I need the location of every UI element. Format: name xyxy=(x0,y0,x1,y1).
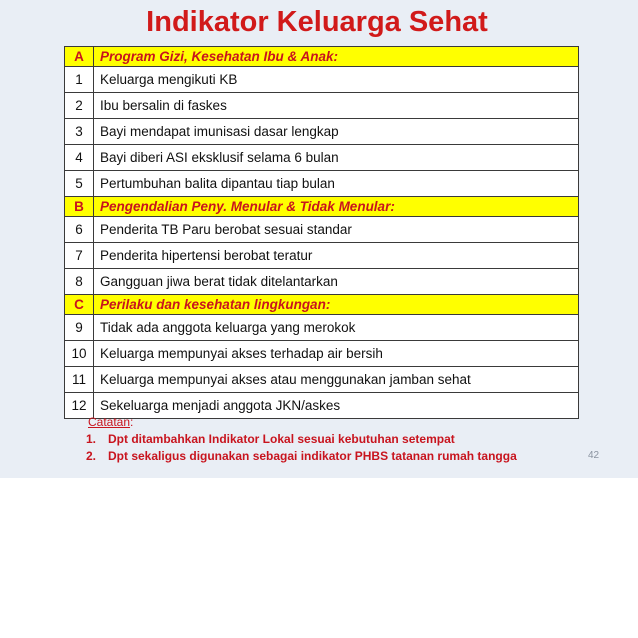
slide-title: Indikator Keluarga Sehat xyxy=(146,6,488,38)
indicator-text: Tidak ada anggota keluarga yang merokok xyxy=(94,315,579,341)
indicator-number: 3 xyxy=(65,119,94,145)
notes-heading: Catatan xyxy=(88,415,131,429)
indicator-text: Keluarga mempunyai akses terhadap air bersih xyxy=(94,341,579,367)
note-item xyxy=(88,448,517,465)
notes-heading-colon: : xyxy=(130,415,134,429)
indicator-row xyxy=(65,93,579,119)
indicator-row xyxy=(65,315,579,341)
indicator-number: 9 xyxy=(65,315,94,341)
section-letter: B xyxy=(65,197,94,217)
indicator-row xyxy=(65,145,579,171)
indicator-row xyxy=(65,367,579,393)
indicator-text: Penderita TB Paru berobat sesuai standar xyxy=(94,217,579,243)
indicator-number: 6 xyxy=(65,217,94,243)
section-title: Program Gizi, Kesehatan Ibu & Anak: xyxy=(94,47,579,67)
indicator-text: Bayi diberi ASI eksklusif selama 6 bulan xyxy=(94,145,579,171)
notes-heading-line xyxy=(88,414,517,431)
indicator-row xyxy=(65,171,579,197)
indicator-text: Penderita hipertensi berobat teratur xyxy=(94,243,579,269)
section-row xyxy=(65,47,579,67)
indicator-row xyxy=(65,269,579,295)
indicator-number: 8 xyxy=(65,269,94,295)
indicator-text: Keluarga mempunyai akses atau menggunakan jamban sehat xyxy=(94,367,579,393)
indicator-row xyxy=(65,217,579,243)
note-text: Dpt ditambahkan Indikator Lokal sesuai kebutuhan setempat xyxy=(108,432,455,446)
section-title: Pengendalian Peny. Menular & Tidak Menular: xyxy=(94,197,579,217)
note-item xyxy=(88,431,517,448)
section-row xyxy=(65,295,579,315)
indicator-text: Keluarga mengikuti KB xyxy=(94,67,579,93)
indicator-number: 11 xyxy=(65,367,94,393)
indicator-number: 7 xyxy=(65,243,94,269)
section-row xyxy=(65,197,579,217)
section-letter: A xyxy=(65,47,94,67)
indicator-row xyxy=(65,67,579,93)
indicator-table xyxy=(64,46,579,419)
note-text: Dpt sekaligus digunakan sebagai indikator PHBS tatanan rumah tangga xyxy=(108,449,517,463)
indicator-number: 4 xyxy=(65,145,94,171)
note-number: 2. xyxy=(86,449,97,463)
indicator-row xyxy=(65,341,579,367)
section-title: Perilaku dan kesehatan lingkungan: xyxy=(94,295,579,315)
blank-area xyxy=(0,478,638,638)
notes-block xyxy=(88,414,517,465)
indicator-text: Sekeluarga menjadi anggota JKN/askes xyxy=(94,393,579,419)
indicator-number: 5 xyxy=(65,171,94,197)
section-letter: C xyxy=(65,295,94,315)
indicator-number: 1 xyxy=(65,67,94,93)
indicator-number: 10 xyxy=(65,341,94,367)
indicator-text: Bayi mendapat imunisasi dasar lengkap xyxy=(94,119,579,145)
indicator-number: 12 xyxy=(65,393,94,419)
indicator-number: 2 xyxy=(65,93,94,119)
indicator-text: Pertumbuhan balita dipantau tiap bulan xyxy=(94,171,579,197)
page-number: 42 xyxy=(588,450,600,461)
indicator-text: Gangguan jiwa berat tidak ditelantarkan xyxy=(94,269,579,295)
indicator-table-body xyxy=(65,47,579,419)
indicator-row xyxy=(65,243,579,269)
indicator-row xyxy=(65,119,579,145)
note-number: 1. xyxy=(86,432,97,446)
indicator-text: Ibu bersalin di faskes xyxy=(94,93,579,119)
